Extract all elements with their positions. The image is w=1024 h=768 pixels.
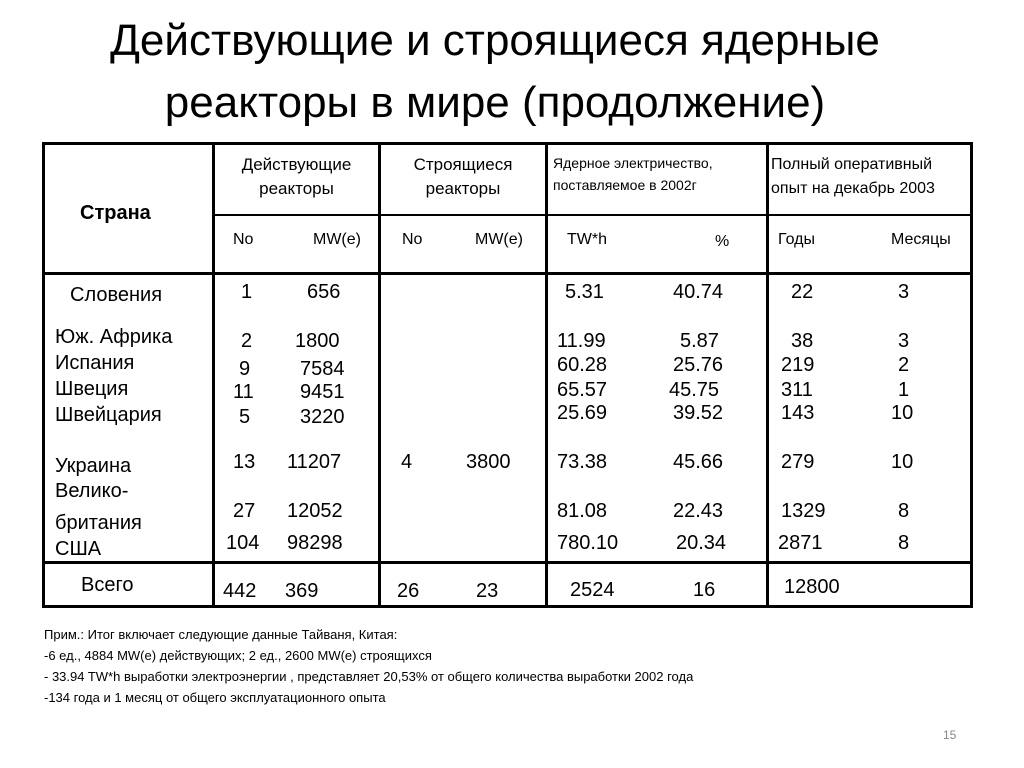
- subheader-years: Годы: [778, 231, 815, 248]
- header-experience: Полный оперативный опыт на декабрь 2003: [771, 156, 935, 197]
- subheader-twh: TW*h: [567, 231, 607, 248]
- months-cell: 1: [898, 379, 910, 401]
- note-line-1: Прим.: Итог включает следующие данные Тайваня, Китая:: [44, 627, 398, 642]
- country-cell-line-2: британия: [55, 512, 142, 534]
- years-cell: 1329: [781, 500, 826, 522]
- country-cell: Юж. Африка: [55, 326, 173, 348]
- twh-cell: 5.31: [565, 281, 604, 303]
- op-no-cell: 5: [239, 406, 251, 428]
- op-mw-cell: 1800: [295, 330, 340, 352]
- op-mw-cell: 11207: [287, 451, 342, 473]
- subheader-months: Месяцы: [891, 231, 951, 248]
- country-cell-line-1: Велико-: [55, 480, 129, 502]
- years-cell: 2871: [778, 532, 823, 554]
- header-construction: Строящиеся реакторы: [413, 155, 513, 198]
- months-cell: 10: [891, 402, 914, 424]
- op-no-cell: 1: [241, 281, 253, 303]
- twh-cell: 11.99: [557, 330, 606, 352]
- months-cell: 8: [898, 500, 910, 522]
- pct-cell: 45.66: [673, 451, 724, 473]
- op-no-cell: 13: [233, 451, 256, 473]
- title-line-1: Действующие и строящиеся ядерные: [110, 16, 880, 65]
- total-op-mw: 369: [285, 580, 319, 602]
- pct-cell: 40.74: [673, 281, 724, 303]
- years-cell: 279: [781, 451, 815, 473]
- header-bottom-line: [45, 272, 970, 275]
- note-line-3: - 33.94 TW*h выработки электроэнергии , представляет 20,53% от общего количества выработки 2002 года: [44, 669, 694, 684]
- op-no-cell: 104: [226, 532, 260, 554]
- twh-cell: 60.28: [557, 354, 608, 376]
- twh-cell: 780.10: [557, 532, 619, 554]
- country-cell: Словения: [70, 284, 163, 306]
- twh-cell: 73.38: [557, 451, 608, 473]
- pct-cell: 39.52: [673, 402, 724, 424]
- pct-cell: 45.75: [669, 379, 720, 401]
- op-mw-cell: 7584: [300, 358, 345, 380]
- op-mw-cell: 656: [307, 281, 341, 303]
- years-cell: 311: [781, 379, 813, 401]
- total-con-no: 26: [397, 580, 420, 602]
- years-cell: 143: [781, 402, 815, 424]
- twh-cell: 81.08: [557, 500, 608, 522]
- months-cell: 10: [891, 451, 914, 473]
- subheader-con-no: No: [402, 231, 423, 248]
- footnotes: [44, 624, 693, 708]
- total-op-no: 442: [223, 580, 257, 602]
- op-mw-cell: 12052: [287, 500, 343, 522]
- subheader-op-no: No: [233, 231, 254, 248]
- subheader-con-mw: MW(e): [475, 231, 523, 248]
- op-no-cell: 27: [233, 500, 256, 522]
- months-cell: 2: [898, 354, 910, 376]
- subheader-op-mw: MW(e): [313, 231, 361, 248]
- years-cell: 22: [791, 281, 814, 303]
- header-country: Страна: [80, 202, 151, 224]
- months-cell: 3: [898, 330, 910, 352]
- country-cell: Швеция: [55, 378, 129, 400]
- country-cell: Швейцария: [55, 404, 162, 426]
- total-experience: 12800: [784, 576, 840, 598]
- reactors-table: [42, 142, 973, 608]
- months-cell: 8: [898, 532, 910, 554]
- total-top-line: [45, 561, 970, 564]
- op-mw-cell: 9451: [300, 381, 345, 403]
- total-label: Всего: [81, 574, 134, 596]
- note-line-2: -6 ед., 4884 MW(e) действующих; 2 ед., 2600 MW(e) строящихся: [44, 648, 432, 663]
- years-cell: 38: [791, 330, 814, 352]
- months-cell: 3: [898, 281, 910, 303]
- header-electricity: Ядерное электричество, поставляемое в 2002г: [553, 155, 713, 193]
- total-pct: 16: [693, 579, 716, 601]
- subheader-percent: %: [715, 233, 730, 250]
- note-line-4: -134 года и 1 месяц от общего эксплуатационного опыта: [44, 690, 386, 705]
- pct-cell: 22.43: [673, 500, 724, 522]
- pct-cell: 5.87: [680, 330, 719, 352]
- twh-cell: 65.57: [557, 379, 608, 401]
- con-no-cell: 4: [401, 451, 413, 473]
- op-no-cell: 2: [241, 330, 253, 352]
- op-mw-cell: 3220: [300, 406, 345, 428]
- op-mw-cell: 98298: [287, 532, 343, 554]
- header-divider: [212, 214, 970, 216]
- op-no-cell: 11: [233, 381, 254, 403]
- years-cell: 219: [781, 354, 815, 376]
- con-mw-cell: 3800: [466, 451, 511, 473]
- country-cell: Украина: [55, 455, 132, 477]
- op-no-cell: 9: [239, 358, 251, 380]
- total-twh: 2524: [570, 579, 615, 601]
- pct-cell: 20.34: [676, 532, 727, 554]
- slide-title: [0, 10, 990, 134]
- country-cell: Испания: [55, 352, 135, 374]
- total-con-mw: 23: [476, 580, 499, 602]
- country-cell: США: [55, 538, 102, 560]
- twh-cell: 25.69: [557, 402, 608, 424]
- header-operating: Действующие реакторы: [241, 155, 352, 198]
- page-number: 15: [943, 728, 957, 742]
- pct-cell: 25.76: [673, 354, 724, 376]
- title-line-2: реакторы в мире (продолжение): [164, 78, 826, 127]
